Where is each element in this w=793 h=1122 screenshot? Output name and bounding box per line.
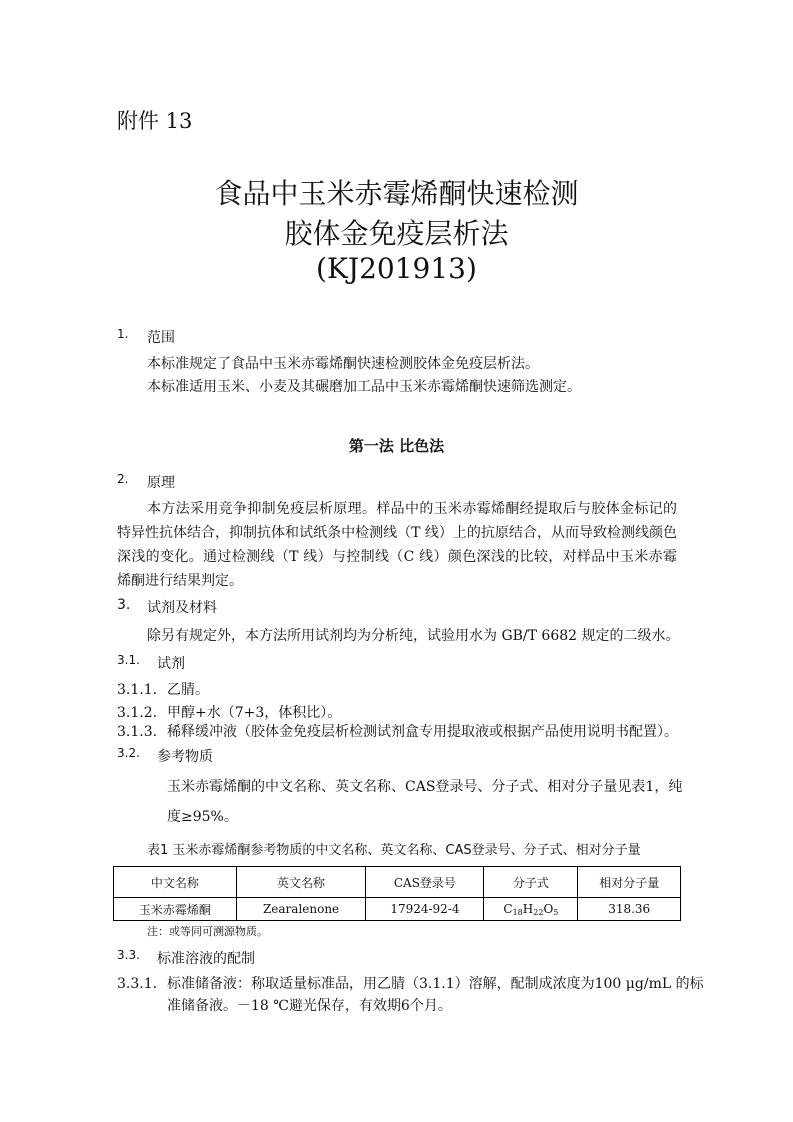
formula-o: O: [543, 901, 554, 916]
section-3-3-heading: 标准溶液的配制: [157, 951, 255, 967]
cell-cas-number: 17924-92-4: [366, 898, 484, 921]
section-2-heading: 原理: [147, 475, 175, 491]
section-3-2-heading: 参考物质: [157, 749, 213, 765]
section-2-paragraph: 本方法采用竞争抑制免疫层析原理。样品中的玉米赤霉烯酮经提取后与胶体金标记的特异性抗体结合，抑制抗体和试纸条中检测线（T 线）上的抗原结合，从而导致检测线颜色深浅的变化。通过检测线（T 线）与控制线（C 线）颜色深浅的比较，对样品中玉米赤霉烯酮进行结果判定。: [117, 501, 677, 589]
item-3-1-2-text: 甲醇+水（7+3，体积比）。: [167, 705, 342, 721]
section-3-1-number: 3.1.: [117, 653, 140, 667]
table-header-cell: 英文名称: [236, 867, 366, 898]
section-3-intro: 除另有规定外，本方法所用试剂均为分析纯，试验用水为 GB/T 6682 规定的二级水。: [147, 628, 680, 644]
formula-c: C: [503, 901, 513, 916]
reference-material-table: [113, 866, 681, 921]
item-3-3-1-line2: 准储备液。－18 ℃避光保存，有效期6个月。: [167, 998, 452, 1014]
table-header-cell: 相对分子量: [578, 867, 681, 898]
section-3-2-text-line2: 度≥95%。: [167, 809, 238, 825]
section-1-paragraph-1: 本标准规定了食品中玉米赤霉烯酮快速检测胶体金免疫层析法。: [147, 356, 539, 372]
section-3-2-number: 3.2.: [117, 746, 140, 760]
item-3-1-2-number: 3.1.2.: [117, 705, 158, 721]
table-header-cell: 分子式: [484, 867, 578, 898]
formula-h: H: [522, 901, 534, 916]
section-2-number: 2.: [117, 472, 129, 486]
cell-molecular-formula: [484, 898, 578, 921]
table-note: 注：或等同可溯源物质。: [147, 925, 268, 938]
table-row: [114, 898, 681, 921]
formula-o-count: 5: [553, 907, 559, 917]
document-title-line1: 食品中玉米赤霉烯酮快速检测: [214, 177, 579, 210]
section-1-heading: 范围: [147, 330, 175, 346]
cell-english-name: Zearalenone: [236, 898, 366, 921]
cell-molecular-weight: 318.36: [578, 898, 681, 921]
method-title: 第一法 比色法: [348, 437, 445, 455]
item-3-3-1-line1: 标准储备液：称取适量标准品，用乙腈（3.1.1）溶解，配制成浓度为100 μg/mL 的标: [167, 976, 704, 992]
table-header-row: [114, 867, 681, 898]
table-header-cell: CAS登录号: [366, 867, 484, 898]
cell-chinese-name: 玉米赤霉烯酮: [114, 898, 237, 921]
item-3-1-1-number: 3.1.1.: [117, 682, 158, 698]
formula-h-count: 22: [533, 907, 544, 917]
annex-label: 附件 13: [117, 109, 193, 133]
section-1-number: 1.: [117, 327, 129, 341]
document-title-line2: 胶体金免疫层析法: [284, 217, 509, 250]
table-header-cell: 中文名称: [114, 867, 237, 898]
item-3-1-3-text: 稀释缓冲液（胶体金免疫层析检测试剂盒专用提取液或根据产品使用说明书配置）。: [167, 724, 678, 740]
formula-c-count: 18: [512, 907, 523, 917]
document-title-code: (KJ201913): [316, 252, 477, 285]
section-3-number: 3.: [117, 597, 131, 613]
item-3-1-1-text: 乙腈。: [167, 682, 209, 698]
section-1-paragraph-2: 本标准适用玉米、小麦及其碾磨加工品中玉米赤霉烯酮快速筛选测定。: [147, 379, 581, 395]
section-3-3-number: 3.3.: [117, 948, 140, 962]
item-3-3-1-number: 3.3.1.: [117, 976, 158, 992]
item-3-1-3-number: 3.1.3.: [117, 724, 158, 740]
section-3-1-heading: 试剂: [157, 656, 185, 672]
section-3-heading: 试剂及材料: [147, 600, 217, 616]
section-3-2-text-line1: 玉米赤霉烯酮的中文名称、英文名称、CAS登录号、分子式、相对分子量见表1，纯: [167, 779, 683, 795]
table-caption: 表1 玉米赤霉烯酮参考物质的中文名称、英文名称、CAS登录号、分子式、相对分子量: [147, 843, 641, 858]
